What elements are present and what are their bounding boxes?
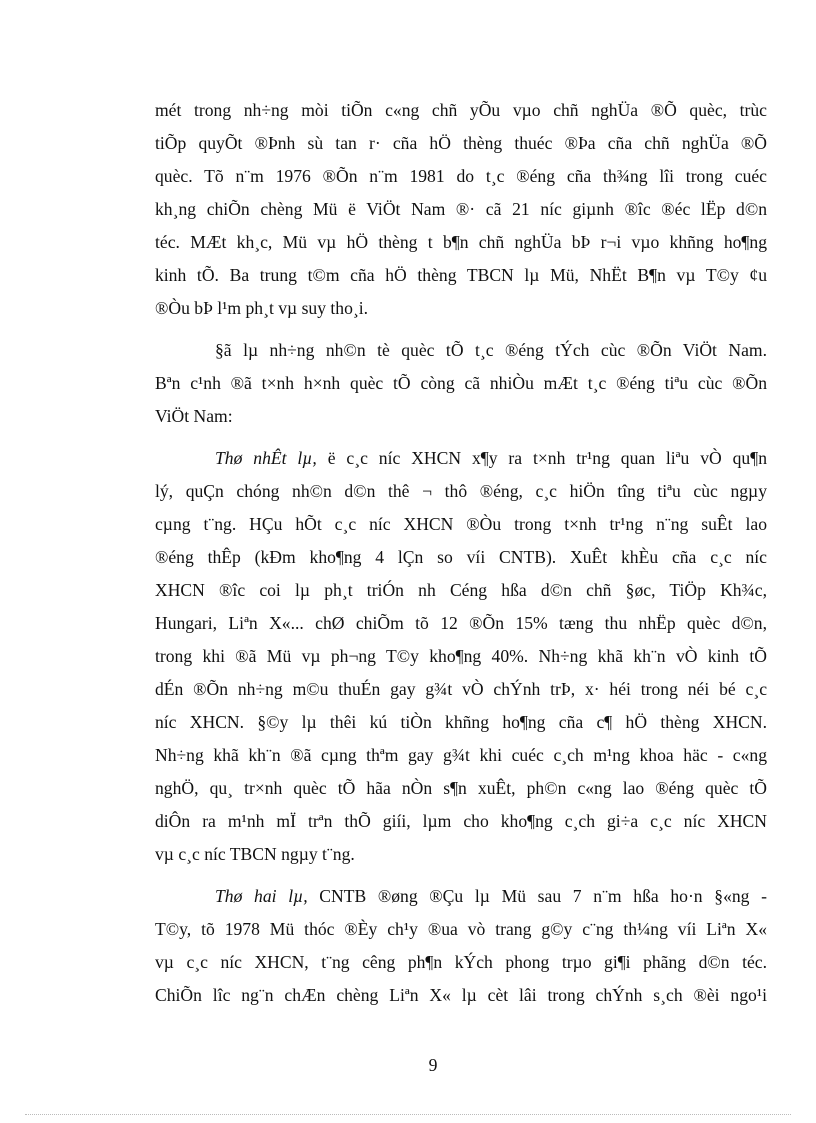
text-line <box>155 882 767 915</box>
text-line: Bªn c¹nh ®ã t×nh h×nh quèc tÕ còng cã nhiÒu mÆt t¸c ®éng tiªu cùc ®Õn <box>155 373 767 393</box>
text-line: téc. MÆt kh¸c, Mü vµ hÖ thèng t b¶n chñ nghÜa bÞ r¬i vµo khñng ho¶ng <box>155 232 767 252</box>
text-line: diÔn ra m¹nh mÏ trªn thÕ giíi, lµm cho kho¶ng c¸ch gi÷a c¸c níc XHCN <box>155 811 767 831</box>
line-text: ë c¸c níc XHCN x¶y ra t×nh tr¹ng quan liªu vÒ qu¶n <box>316 448 767 468</box>
text-line: kinh tÕ. Ba trung t©m cña hÖ thèng TBCN lµ Mü, NhËt B¶n vµ T©y ¢u <box>155 265 767 285</box>
paragraph <box>155 336 767 435</box>
text-line: dÉn ®Õn nh÷ng m©u thuÉn gay g¾t vÒ chÝnh trÞ, x· héi trong néi bé c¸c <box>155 679 767 699</box>
page-number: 9 <box>428 1055 438 1075</box>
text-line: vµ c¸c níc TBCN ngµy t¨ng. <box>155 844 355 864</box>
text-line: Hungari, Liªn X«... chØ chiÕm tõ 12 ®Õn 15% tæng thu nhËp quèc d©n, <box>155 613 767 633</box>
line-text: CNTB ®øng ®Çu lµ Mü sau 7 n¨m hßa ho·n §«ng - <box>307 886 767 906</box>
text-line <box>155 444 767 477</box>
text-line: T©y, tõ 1978 Mü thóc ®Èy ch¹y ®ua vò trang g©y c¨ng th¼ng víi Liªn X« <box>155 919 767 939</box>
text-line: ViÖt Nam: <box>155 406 233 426</box>
text-line: quèc. Tõ n¨m 1976 ®Õn n¨m 1981 do t¸c ®éng cña th¾ng lîi trong cuéc <box>155 166 767 186</box>
text-line: vµ c¸c níc XHCN, t¨ng cêng ph¶n kÝch phong trµo gi¶i phãng d©n téc. <box>155 952 767 972</box>
text-line: níc XHCN. §©y lµ thêi kú tiÒn khñng ho¶ng cña c¶ hÖ thèng XHCN. <box>155 712 767 732</box>
text-line: lý, quÇn chóng nh©n d©n thê ¬ thô ®éng, c¸c hiÖn tîng tiªu cùc ngµy <box>155 481 767 501</box>
text-line: kh¸ng chiÕn chèng Mü ë ViÖt Nam ®· cã 21 níc giµnh ®îc ®éc lËp d©n <box>155 199 767 219</box>
text-line: ChiÕn lîc ng¨n chÆn chèng Liªn X« lµ cèt lâi trong chÝnh s¸ch ®èi ngo¹i <box>155 985 767 1005</box>
text-line: tiÕp quyÕt ®Þnh sù tan r· cña hÖ thèng thuéc ®Þa cña chñ nghÜa ®Õ <box>155 133 767 153</box>
paragraph <box>155 444 767 873</box>
document-body <box>155 96 767 1023</box>
text-line: mét trong nh÷ng mòi tiÕn c«ng chñ yÕu vµo chñ nghÜa ®Õ quèc, trùc <box>155 100 767 120</box>
text-line: nghÖ, qu¸ tr×nh quèc tÕ hãa nÒn s¶n xuÊt, ph©n c«ng lao ®éng quèc tÕ <box>155 778 767 798</box>
text-line: cµng t¨ng. HÇu hÕt c¸c níc XHCN ®Òu trong t×nh tr¹ng n¨ng suÊt lao <box>155 514 767 534</box>
paragraph-lead: Thø nhÊt lµ, <box>215 448 317 468</box>
paragraph <box>155 96 767 327</box>
text-line: XHCN ®îc coi lµ ph¸t triÓn nh Céng hßa d©n chñ §øc, TiÖp Kh¾c, <box>155 580 767 600</box>
text-line: ®Òu bÞ l¹m ph¸t vµ suy tho¸i. <box>155 298 369 318</box>
text-line: ®éng thÊp (kÐm kho¶ng 4 lÇn so víi CNTB). XuÊt khÈu cña c¸c níc <box>155 547 767 567</box>
text-line: Nh÷ng khã kh¨n ®ã cµng thªm gay g¾t khi cuéc c¸ch m¹ng khoa häc - c«ng <box>155 745 767 765</box>
paragraph-lead: Thø hai lµ, <box>215 886 308 906</box>
page-bottom-divider <box>25 1114 791 1115</box>
text-line: trong khi ®ã Mü vµ ph¬ng T©y kho¶ng 40%. Nh÷ng khã kh¨n vÒ kinh tÕ <box>155 646 767 666</box>
paragraph <box>155 882 767 1014</box>
text-line: §ã lµ nh÷ng nh©n tè quèc tÕ t¸c ®éng tÝch cùc ®Õn ViÖt Nam. <box>215 340 767 360</box>
